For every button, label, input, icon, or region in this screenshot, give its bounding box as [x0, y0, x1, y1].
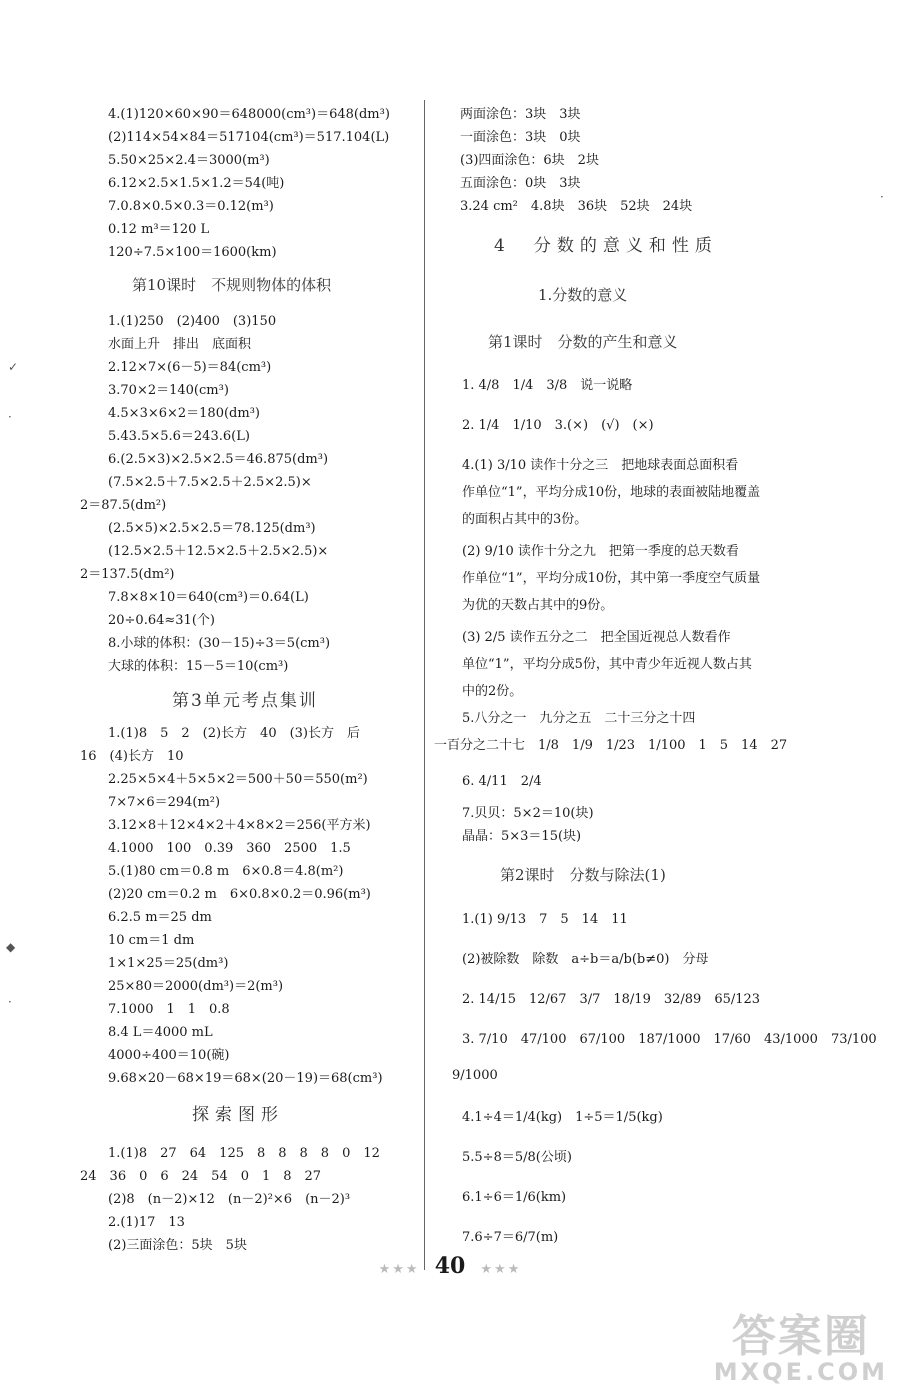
section-heading: 探索图形	[192, 1105, 284, 1125]
answer-line: 4.(1) 3/10 读作十分之三 把地球表面总面积看	[462, 458, 739, 473]
margin-mark: ·	[8, 410, 12, 424]
section-heading: 第3单元考点集训	[172, 691, 318, 711]
answer-line: 1. 4/8 1/4 3/8 说一说略	[462, 378, 633, 393]
answer-line: 作单位“1”，平均分成10份，地球的表面被陆地覆盖	[462, 485, 761, 500]
answer-line: 1×1×25＝25(dm³)	[108, 956, 229, 971]
answer-line: (2)被除数 除数 a÷b＝a/b(b≠0) 分母	[462, 952, 709, 967]
answer-line: (3) 2/5 读作五分之二 把全国近视总人数看作	[462, 630, 731, 645]
answer-line: 2.12×7×(6－5)＝84(cm³)	[108, 360, 272, 375]
answer-line: 7.8×8×10＝640(cm³)＝0.64(L)	[108, 590, 309, 605]
answer-line: 6.12×2.5×1.5×1.2＝54(吨)	[108, 176, 285, 191]
footer-stars-right: ★★★	[480, 1262, 522, 1277]
answer-line: 0.12 m³＝120 L	[108, 222, 210, 237]
answer-line: 1.(1)250 (2)400 (3)150	[108, 314, 277, 329]
column-divider	[424, 100, 425, 1270]
answer-line: 7.贝贝：5×2＝10(块)	[462, 806, 594, 821]
section-heading: 1.分数的意义	[538, 286, 628, 304]
section-heading: 第1课时 分数的产生和意义	[488, 333, 678, 351]
answer-line: 6. 4/11 2/4	[462, 774, 542, 789]
answer-line: 单位“1”，平均分成5份，其中青少年近视人数占其	[462, 657, 752, 672]
margin-mark: ✓	[8, 360, 19, 374]
answer-line: 一百分之二十七 1/8 1/9 1/23 1/100 1 5 14 27	[434, 738, 788, 753]
answer-line: 晶晶：5×3＝15(块)	[462, 829, 582, 844]
answer-line: (3)四面涂色：6块 2块	[460, 153, 599, 168]
answer-line: 4.5×3×6×2＝180(dm³)	[108, 406, 260, 421]
answer-line: 16 (4)长方 10	[80, 749, 184, 764]
answer-line: 1.(1)8 5 2 (2)长方 40 (3)长方 后	[108, 726, 361, 741]
answer-line: 6.1÷6＝1/6(km)	[462, 1190, 567, 1205]
answer-line: 2＝87.5(dm²)	[80, 498, 167, 513]
answer-line: 5.(1)80 cm＝0.8 m 6×0.8＝4.8(m²)	[108, 864, 344, 879]
answer-line: 水面上升 排出 底面积	[108, 337, 252, 352]
answer-line: 5.5÷8＝5/8(公顷)	[462, 1150, 572, 1165]
page-footer	[0, 1253, 900, 1279]
answer-line: 一面涂色：3块 0块	[460, 130, 581, 145]
answer-line: 2.(1)17 13	[108, 1215, 185, 1230]
answer-line: 2＝137.5(dm²)	[80, 567, 175, 582]
margin-mark: ·	[8, 995, 12, 1009]
answer-line: 3.70×2＝140(cm³)	[108, 383, 229, 398]
section-heading: 第2课时 分数与除法(1)	[500, 866, 666, 884]
answer-line: 2. 1/4 1/10 3.(×) (√) (×)	[462, 418, 654, 433]
watermark-logo	[714, 1300, 888, 1386]
answer-line: 6.2.5 m＝25 dm	[108, 910, 212, 925]
answer-line: 25×80＝2000(dm³)＝2(m³)	[108, 979, 284, 994]
answer-line: 的面积占其中的3份。	[462, 512, 588, 527]
answer-line: 大球的体积：15－5＝10(cm³)	[108, 659, 289, 674]
answer-line: 120÷7.5×100＝1600(km)	[108, 245, 277, 260]
answer-line: 4.1÷4＝1/4(kg) 1÷5＝1/5(kg)	[462, 1110, 663, 1125]
answer-line: 9/1000	[452, 1068, 498, 1083]
answer-line: 2.25×5×4＋5×5×2＝500＋50＝550(m²)	[108, 772, 368, 787]
answer-line: 1.(1)8 27 64 125 8 8 8 8 0 12	[108, 1146, 380, 1161]
answer-line: 5.43.5×5.6＝243.6(L)	[108, 429, 250, 444]
answer-line: 6.(2.5×3)×2.5×2.5＝46.875(dm³)	[108, 452, 329, 467]
answer-line: 7.6÷7＝6/7(m)	[462, 1230, 559, 1245]
answer-line: 20÷0.64≈31(个)	[108, 613, 215, 628]
answer-line: 4000÷400＝10(碗)	[108, 1048, 230, 1063]
answer-line: 五面涂色：0块 3块	[460, 176, 581, 191]
answer-line: 4.(1)120×60×90＝648000(cm³)＝648(dm³)	[108, 107, 390, 122]
answer-line: (7.5×2.5＋7.5×2.5＋2.5×2.5)×	[108, 475, 312, 490]
answer-line: 3.24 cm² 4.8块 36块 52块 24块	[460, 199, 693, 214]
answer-line: 9.68×20－68×19＝68×(20－19)＝68(cm³)	[108, 1071, 383, 1086]
answer-line: 两面涂色：3块 3块	[460, 107, 581, 122]
section-heading: 4 分数的意义和性质	[494, 236, 718, 256]
answer-line: 7×7×6＝294(m²)	[108, 795, 221, 810]
answer-line: (2.5×5)×2.5×2.5＝78.125(dm³)	[108, 521, 316, 536]
watermark-line2: MXQE.COM	[713, 1358, 888, 1386]
answer-line: (2)114×54×84＝517104(cm³)＝517.104(L)	[108, 130, 390, 145]
answer-line: 5.50×25×2.4＝3000(m³)	[108, 153, 270, 168]
answer-line: 为优的天数占其中的9份。	[462, 598, 614, 613]
page-number: 40	[434, 1253, 466, 1279]
watermark-line1: 答案圈	[731, 1311, 870, 1362]
margin-mark: ·	[880, 190, 884, 204]
answer-line: (2) 9/10 读作十分之九 把第一季度的总天数看	[462, 544, 739, 559]
answer-line: 3.12×8＋12×4×2＋4×8×2＝256(平方米)	[108, 818, 371, 833]
answer-line: (2)20 cm＝0.2 m 6×0.8×0.2＝0.96(m³)	[108, 887, 371, 902]
margin-mark: ◆	[6, 940, 16, 954]
answer-line: 1.(1) 9/13 7 5 14 11	[462, 912, 628, 927]
answer-line: 2. 14/15 12/67 3/7 18/19 32/89 65/123	[462, 992, 761, 1007]
footer-stars-left: ★★★	[378, 1262, 420, 1277]
answer-line: (2)8 (n－2)×12 (n－2)²×6 (n－2)³	[108, 1192, 351, 1207]
answer-line: 8.4 L＝4000 mL	[108, 1025, 213, 1040]
answer-line: 中的2份。	[462, 684, 523, 699]
answer-line: (2)三面涂色：5块 5块	[108, 1238, 247, 1253]
answer-line: 10 cm＝1 dm	[108, 933, 195, 948]
answer-line: 4.1000 100 0.39 360 2500 1.5	[108, 841, 351, 856]
answer-line: 24 36 0 6 24 54 0 1 8 27	[80, 1169, 322, 1184]
answer-line: 3. 7/10 47/100 67/100 187/1000 17/60 43/1000 73/100	[462, 1032, 877, 1047]
answer-line: 7.1000 1 1 0.8	[108, 1002, 230, 1017]
answer-line: 8.小球的体积：(30－15)÷3＝5(cm³)	[108, 636, 331, 651]
answer-line: 5.八分之一 九分之五 二十三分之十四	[462, 711, 696, 726]
answer-line: (12.5×2.5＋12.5×2.5＋2.5×2.5)×	[108, 544, 329, 559]
answer-line: 作单位“1”，平均分成10份，其中第一季度空气质量	[462, 571, 761, 586]
section-heading: 第10课时 不规则物体的体积	[132, 276, 332, 294]
answer-line: 7.0.8×0.5×0.3＝0.12(m³)	[108, 199, 274, 214]
